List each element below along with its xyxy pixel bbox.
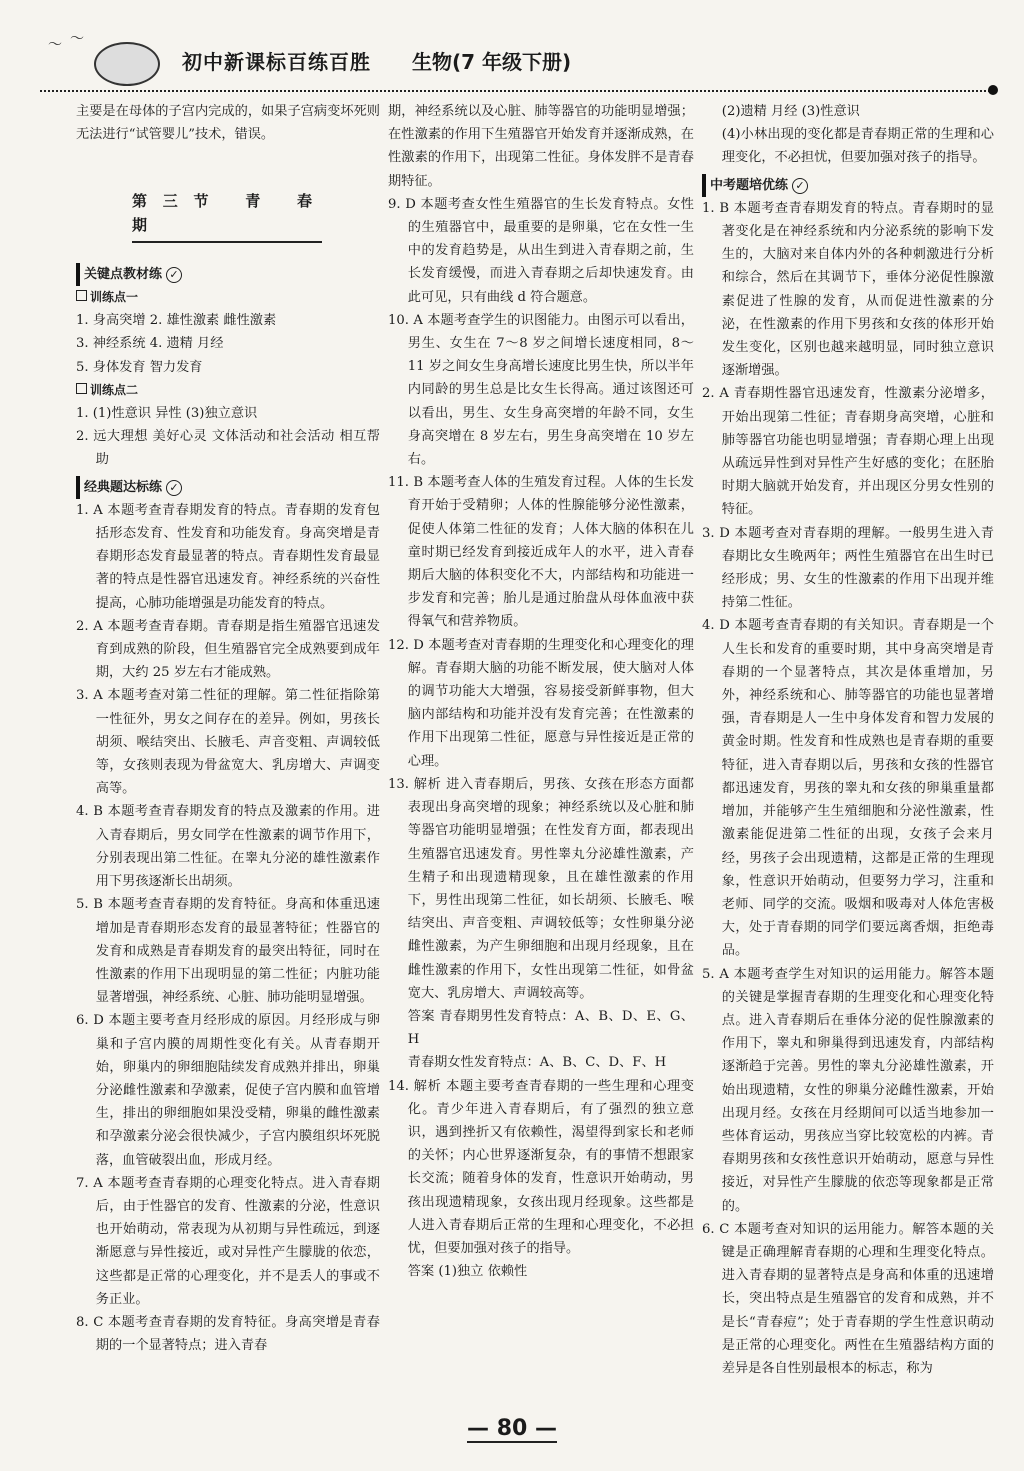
middle-column [388,100,694,1283]
page-number: — 80 — [467,1416,557,1441]
answer-item: 13. 解析 进入青春期后，男孩、女孩在形态方面都表现出身高突增的现象；神经系统以及心脏和肺等器官功能明显增强；在性发育方面，都表现出生殖器官迅速发育。男性睾丸分泌雄性激素，产生精子和出现遗精现象，且在雄性激素的作用下，男性出现第二性征，如长胡须、长腋毛、喉结突出、声音变粗、声调较低等；女性卵巢分泌雌性激素，为产生卵细胞和出现月经现象，且在雌性激素的作用下，女性出现第二性征，如骨盆宽大、乳房增大、声调较高等。 [388,776,694,1001]
bird-icon: 〜 [48,37,62,53]
answer-item: 3. A 本题考查对第二性征的理解。第二性征指除第一性征外，男女之间存在的差异。例如，男孩长胡须、喉结突出、长腋毛、声音变粗、声调较低等，女孩则表现为骨盆宽大、乳房增大、声调变高等。 [76,688,380,797]
answer-line: 答案 青春期男性发育特点：A、B、D、E、G、H [407,1008,694,1048]
intro-text: 主要是在母体的子宫内完成的，如果子宫病变坏死则无法进行“试管婴儿”技术，错误。 [76,104,380,143]
answer-item: 9. D 本题考查女性生殖器官的生长发育特点。女性的生殖器官中，最重要的是卵巢，它在女性一生中的发育趋势是，从出生到进入青春期之前，生长发育缓慢，而进入青春期之后却快速发育。由此可见，只有曲线 d 符合题意。 [388,196,694,305]
section-title: 第三节 青 春 期 [132,190,322,242]
answer-line: 1. 身高突增 2. 雄性激素 雌性激素 [76,313,277,329]
key-points-heading: 关键点教材练 ✓ [76,263,380,286]
classic-heading: 经典题达标练 ✓ [76,476,380,499]
bird-icon: 〜 [70,31,84,47]
answer-item: 4. D 本题考查青春期的有关知识。青春期是一个人生长和发育的重要时期，其中身高突增是青春期的一个显著特点，其次是体重增加，另外，神经系统和心、肺等器官的功能也显著增强，青春期是人一生中身体发育和智力发展的黄金时期。性发育和性成熟也是青春期的重要特征，进入青春期以后，男孩和女孩的性器官都迅速发育，男孩的睾丸和女孩的卵巢重量都增加，并能够产生生殖细胞和分泌性激素，性激素能促进第二性征的出现，女孩子会来月经，男孩子会出现遗精，这都是正常的生理现象，性意识开始萌动，但要努力学习，注重和老师、同学的交流。吸烟和吸毒对人体危害极大，处于青春期的同学们要远离香烟，拒绝毒品。 [702,618,994,959]
answer-line: 1. (1)性意识 异性 (3)独立意识 [76,406,258,422]
answer-item: 7. A 本题考查青春期的心理变化特点。进入青春期后，由于性器官的发育、性激素的分泌，性意识也开始萌动，常表现为从初期与异性疏远，到逐渐愿意与异性接近，或对异性产生朦胧的依恋，这些都是正常的心理变化，并不是丢人的事或不务正业。 [76,1175,380,1307]
answer-item: 6. D 本题主要考查月经形成的原因。月经形成与卵巢和子宫内膜的周期性变化有关。从青春期开始，卵巢内的卵细胞陆续发育成熟并排出，卵巢分泌雌性激素和孕激素，促使子宫内膜和血管增生，排出的卵细胞如果没受精，卵巢的雌性激素和孕激素分泌会很快减少，子宫内膜组织坏死脱落，血管破裂出血，形成月经。 [76,1013,380,1168]
answer-item: 6. C 本题考查对知识的运用能力。解答本题的关键是正确理解青春期的心理和生理变化特点。进入青春期的显著特点是身高和体重的迅速增长，突出特点是生殖器官的发育和成熟，并不是长“青春痘”；处于青春期的学生性意识萌动是正常的心理变化。两性在生殖器结构方面的差异是各自性别最根本的标志，称为 [702,1221,994,1376]
answer-item: 1. A 本题考查青春期发育的特点。青春期的发育包括形态发育、性发育和功能发育。身高突增是青春期形态发育最显著的特点。青春期性发育最显著的特点是性器官迅速发育。神经系统的兴奋性提高，心肺功能增强是功能发育的特点。 [76,502,380,611]
header-divider [40,90,994,92]
training-point-heading: 训练点一 [76,286,380,309]
answer-line: (2)遗精 月经 (3)性意识 [721,104,860,119]
answer-item: 2. A 青春期性器官迅速发育，性激素分泌增多，开始出现第二性征；青春期身高突增，心脏和肺等器官功能也明显增强；青春期心理上出现从疏远异性到对异性产生好感的变化；在胚胎时期大脑就开始发育，并出现区分男女性别的特征。 [702,386,994,518]
answer-line: 2. 远大理想 美好心灵 文体活动和社会活动 相互帮助 [76,429,380,468]
badge-icon: ✓ [166,480,182,496]
exam-heading: 中考题培优练 ✓ [702,174,994,197]
answer-item: 14. 解析 本题主要考查青春期的一些生理和心理变化。青少年进入青春期后，有了强烈的独立意识，遇到挫折又有依赖性，渴望得到家长和老师的关怀；内心世界逐渐复杂，有的事情不想跟家长交流；随着身体的发育，性意识开始萌动，男孩出现遗精现象，女孩出现月经现象。这些都是人进入青春期后正常的生理和心理变化，不必担忧，但要加强对孩子的指导。 [388,1078,694,1256]
answer-item: 11. B 本题考查人体的生殖发育过程。人体的生长发育开始于受精卵；人体的性腺能够分泌性激素，促使人体第二性征的发育；人体大脑的体积在儿童时期已经发育到接近成年人的水平，进入青春期后大脑的体积变化不大，内部结构和功能进一步发育和完善；胎儿是通过胎盘从母体血液中获得氧气和营养物质。 [388,475,694,630]
training-point-heading: 训练点二 [76,379,380,402]
answer-item: 5. A 本题考查学生对知识的运用能力。解答本题的关键是掌握青春期的生理变化和心理变化特点。进入青春期后在垂体分泌的促性腺激素的作用下，睾丸和卵巢得到迅速发育，内部结构逐渐趋于完善。男性的睾丸分泌雄性激素，开始出现遗精，女性的卵巢分泌雌性激素，开始出现月经。女孩在月经期间可以适当地参加一些体育运动，男孩应当穿比较宽松的内裤。青春期男孩和女孩性意识开始萌动，愿意与异性接近，对异性产生朦胧的依恋等现象都是正常的。 [702,966,994,1214]
answer-line: 青春期女性发育特点：A、B、C、D、F、H [407,1055,667,1071]
book-logo-icon [94,42,160,86]
subject-title: 生物(7 年级下册) [412,50,572,74]
book-title: 初中新课标百练百胜 [182,50,371,74]
header-dot-icon [988,85,998,95]
right-column [702,100,994,1380]
answer-item: 8. C 本题考查青春期的发育特征。身高突增是青春期的一个显著特点；进入青春 [76,1314,380,1354]
answer-line: (4)小林出现的变化都是青春期正常的生理和心理变化，不必担忧，但要加强对孩子的指导。 [721,127,994,166]
left-column [76,100,380,1357]
badge-icon: ✓ [792,178,808,194]
answer-line: 5. 身体发育 智力发育 [76,359,203,375]
page-header [40,28,994,100]
checkbox-icon [76,290,87,301]
answer-line: 3. 神经系统 4. 遗精 月经 [76,336,224,352]
answer-item: 1. B 本题考查青春期发育的特点。青春期时的显著变化是在神经系统和内分泌系统的影响下发生的，大脑对来自体内外的各种刺激进行分析和综合，然后在其调节下，垂体分泌促性腺激素促进了性腺的发育，从而促进性激素的分泌，在性激素的作用下男孩和女孩的体形开始发生变化，区别也越来越明显，同时独立意识逐渐增强。 [702,200,994,379]
answer-item: 5. B 本题考查青春期的发育特征。身高和体重迅速增加是青春期形态发育的最显著特征；性器官的发育和成熟是青春期发育的最突出特征，同时在性激素的作用下出现明显的第二性征；内脏功能显著增强，神经系统、心脏、肺功能明显增强。 [76,897,380,1006]
checkbox-icon [76,383,87,394]
answer-item: 3. D 本题考查对青春期的理解。一般男生进入青春期比女生晚两年；两性生殖器官在出生时已经形成；男、女生的性激素的作用下出现并维持第二性征。 [702,525,994,611]
answer-item: 4. B 本题考查青春期发育的特点及激素的作用。进入青春期后，男女同学在性激素的调节作用下，分别表现出第二性征。在睾丸分泌的雄性激素作用下男孩逐渐长出胡须。 [76,804,380,890]
answer-item: 10. A 本题考查学生的识图能力。由图示可以看出，男生、女生在 7～8 岁之间增长速度相同，8～11 岁之间女生身高增长速度比男生快，所以半年内同龄的男生总是比女生长得高。通过该图还可以看出，男生、女生身高突增的年龄不同，女生身高突增在 8 岁左右，男生身高突增在 10 岁左右。 [388,312,694,468]
badge-icon: ✓ [166,267,182,283]
answer-item: 期，神经系统以及心脏、肺等器官的功能明显增强；在性激素的作用下生殖器官开始发育并逐渐成熟，在性激素的作用下，出现第二性征。身体发胖不是青春期特征。 [388,104,694,189]
answer-item: 12. D 本题考查对青春期的生理变化和心理变化的理解。青春期大脑的功能不断发展，使大脑对人体的调节功能大大增强，容易接受新鲜事物，但大脑内部结构和功能并没有发育完善；在性激素的作用下出现第二性征，愿意与异性接近是正常的心理。 [388,637,694,769]
answer-line: 答案 (1)独立 依赖性 [407,1264,528,1280]
answer-item: 2. A 本题考查青春期。青春期是指生殖器官迅速发育到成熟的阶段，但生殖器官完全成熟要到成年期，大约 25 岁左右才能成熟。 [76,618,380,681]
